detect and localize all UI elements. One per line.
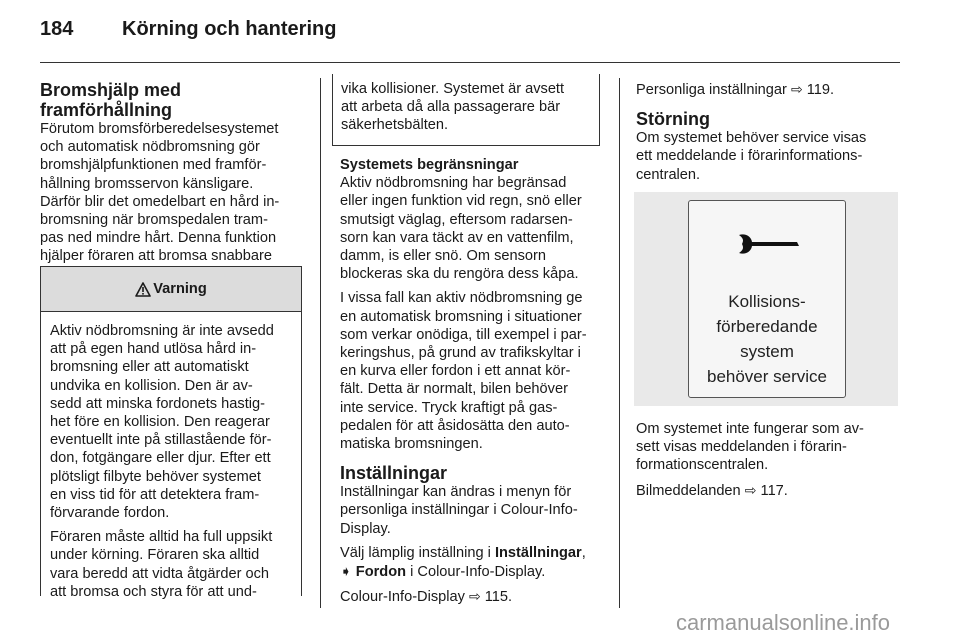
wrench-icon	[737, 231, 801, 257]
warning-paragraph-1: Aktiv nödbromsning är inte avsedd att på egen hand utlösa hård in- bromsning eller att automatiskt undvika en kollision. Den är av- sedd att minska fordonets hastig- het före en kollision. Den reagerar eventuellt inte på stillastående för- don, fotgängare eller djur. Efter ett plötsligt filbyte behöver systemet en viss tid för att detektera fram- förvarande fordon.	[50, 323, 274, 522]
service-message-illustration	[634, 192, 898, 406]
fault-text: Om systemet behöver service visas ett meddelande i förarinformations- centralen.	[636, 130, 867, 183]
vehicle-messages-ref[interactable]: Bilmeddelanden ⇨ 117.	[636, 481, 788, 499]
column-1	[40, 80, 308, 284]
column-divider-2	[619, 78, 620, 608]
reference-arrow-icon: ⇨	[790, 81, 803, 97]
column-divider-1	[320, 78, 321, 608]
unnecessary-braking-text: I vissa fall kan aktiv nödbromsning ge en automatisk bromsning i situationer som verkar onödiga, till exempel i par- keringshus, på grund av trafikskyltar i en kurva eller fordon i ett annat kör- fält. Detta är normalt, bilen behöver inte service. Tryck kraftigt på gas- pedalen för att åsidosätta den auto- matiska bromsningen.	[340, 290, 587, 453]
column-2	[340, 156, 606, 612]
display-message: Kollisions- förberedande system behöver service	[706, 292, 827, 386]
page-header	[40, 18, 336, 41]
warning-body	[41, 312, 301, 601]
brake-assist-text: Förutom bromsförberedelsesystemet och automatisk nödbromsning gör bromshjälpfunktionen med framför- hållning bromsservon känsligare. Därför blir det omedelbart en hård in- bromsning när bromspedalen tram- pas ned mindre hårt. Denna funktion hjälper föraren att bromsa snabbare	[40, 121, 280, 265]
warning-box-continued: vika kollisioner. Systemet är avsett att arbeta då alla passagerare bär säkerhetsbälten.	[332, 74, 600, 146]
header-rule	[40, 62, 900, 63]
watermark: carmanualsonline.info	[676, 610, 891, 635]
column-3-lower	[636, 420, 900, 506]
colour-info-display-ref[interactable]: Colour-Info-Display ⇨ 115.	[340, 588, 513, 606]
vehicle-menu-label: Fordon	[355, 564, 407, 581]
warning-title: Varning	[153, 281, 207, 297]
column-3	[636, 80, 900, 190]
settings-select-text: Välj lämplig inställning i Inställningar, ➧ Fordon i Colour-Info-Display.	[340, 544, 586, 581]
reference-arrow-icon: ⇨	[468, 588, 481, 605]
warning-header	[41, 267, 301, 312]
settings-menu-label: Inställningar	[494, 544, 582, 561]
warning-paragraph-2: Föraren måste alltid ha full uppsikt under körning. Föraren ska alltid vara beredd att vidta åtgärder och att bromsa och styra för att und-	[50, 529, 273, 600]
system-limits-text: Aktiv nödbromsning har begränsad eller ingen funktion vid regn, snö eller smutsigt väglag, eftersom radarsen- sorn kan vara täckt av en vattenfilm, damm, is eller snö. Om sensorn blockeras ska du rengöra dess kåpa.	[340, 175, 582, 283]
settings-text: Inställningar kan ändras i menyn för personliga inställningar i Colour-Info- Display.	[340, 484, 578, 537]
menu-arrow-icon: ➧	[340, 563, 352, 580]
page-number: 184	[40, 18, 74, 40]
warning-box	[40, 266, 302, 600]
section-heading-brake-assist: Bromshjälp med framförhållning	[40, 80, 182, 120]
driver-info-display	[688, 200, 846, 398]
reference-arrow-icon: ⇨	[744, 481, 757, 498]
warning-triangle-icon	[135, 282, 151, 297]
fault-heading: Störning	[636, 109, 710, 130]
settings-heading: Inställningar	[340, 463, 448, 484]
system-limits-heading: Systemets begränsningar	[340, 157, 519, 173]
personal-settings-ref[interactable]: Personliga inställningar ⇨ 119.	[636, 81, 835, 98]
not-functioning-text: Om systemet inte fungerar som av- sett visas meddelanden i förarin- formationscentralen.	[636, 421, 864, 474]
chapter-title: Körning och hantering	[122, 18, 337, 40]
